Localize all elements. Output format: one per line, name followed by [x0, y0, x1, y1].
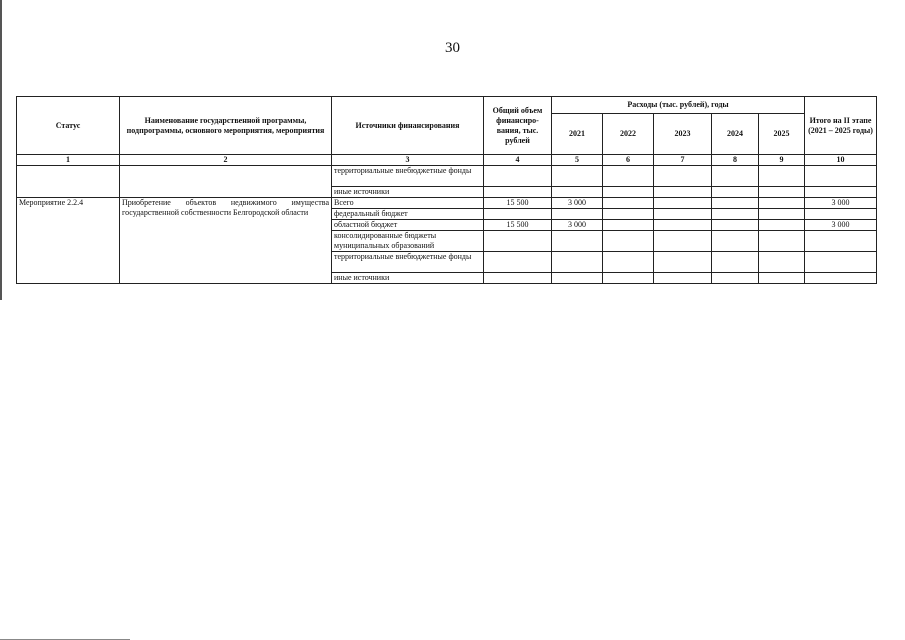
column-number: 8 — [712, 155, 759, 166]
cell-source: территориальные внебюджетные фонды — [332, 166, 484, 187]
cell-2025 — [759, 209, 805, 220]
cell-stage-total — [805, 231, 877, 252]
cell-2025 — [759, 220, 805, 231]
cell-2021: 3 000 — [552, 198, 603, 209]
cell-2023 — [654, 209, 712, 220]
cell-source: иные источники — [332, 273, 484, 284]
cell-2024 — [712, 231, 759, 252]
cell-2024 — [712, 198, 759, 209]
header-year-2024: 2024 — [712, 114, 759, 155]
header-name: Наименование государственной программы, подпрограммы, основного мероприятия, мероприятия — [120, 97, 332, 155]
header-sources: Источники финансирования — [332, 97, 484, 155]
cell-2022 — [603, 198, 654, 209]
cell-2021 — [552, 231, 603, 252]
column-number: 10 — [805, 155, 877, 166]
column-numbers-row — [17, 155, 877, 166]
column-number: 6 — [603, 155, 654, 166]
cell-source: иные источники — [332, 187, 484, 198]
cell-2025 — [759, 198, 805, 209]
cell-2022 — [603, 209, 654, 220]
header-year-2023: 2023 — [654, 114, 712, 155]
cell-measure-status: Мероприятие 2.2.4 — [17, 198, 120, 284]
cell-2022 — [603, 273, 654, 284]
column-number: 5 — [552, 155, 603, 166]
cell-source: консолидированные бюджеты муниципальных образований — [332, 231, 484, 252]
column-number: 3 — [332, 155, 484, 166]
column-number: 1 — [17, 155, 120, 166]
cell-2021 — [552, 273, 603, 284]
header-expenses: Расходы (тыс. рублей), годы — [552, 97, 805, 114]
cell-2025 — [759, 273, 805, 284]
cell-2022 — [603, 220, 654, 231]
cell-2022 — [603, 252, 654, 273]
cell-total: 15 500 — [484, 198, 552, 209]
header-year-2021: 2021 — [552, 114, 603, 155]
cell-source: федеральный бюджет — [332, 209, 484, 220]
cell-2024 — [712, 209, 759, 220]
column-number: 7 — [654, 155, 712, 166]
cell-source: территориальные внебюджетные фонды — [332, 252, 484, 273]
cell-2021 — [552, 209, 603, 220]
cell-stage-total — [805, 273, 877, 284]
cell-total — [484, 252, 552, 273]
cell-2025 — [759, 252, 805, 273]
cell-2022 — [603, 231, 654, 252]
table-row — [17, 166, 877, 187]
cell-2024 — [712, 252, 759, 273]
cell-2024 — [712, 220, 759, 231]
cell-2023 — [654, 198, 712, 209]
cell-2023 — [654, 220, 712, 231]
cell-source: областной бюджет — [332, 220, 484, 231]
cell-name-empty — [120, 166, 332, 198]
cell-measure-name: Приобретение объектов недвижимого имущества государственной собственности Белгородской области — [120, 198, 332, 284]
header-year-2025: 2025 — [759, 114, 805, 155]
cell-total — [484, 273, 552, 284]
cell-source: Всего — [332, 198, 484, 209]
cell-2021 — [552, 252, 603, 273]
cell-2024 — [712, 273, 759, 284]
column-number: 2 — [120, 155, 332, 166]
header-status: Статус — [17, 97, 120, 155]
cell-2025 — [759, 231, 805, 252]
column-number: 9 — [759, 155, 805, 166]
cell-2023 — [654, 252, 712, 273]
cell-total: 15 500 — [484, 220, 552, 231]
cell-stage-total — [805, 252, 877, 273]
header-year-2022: 2022 — [603, 114, 654, 155]
column-number: 4 — [484, 155, 552, 166]
cell-total — [484, 209, 552, 220]
cell-stage-total — [805, 209, 877, 220]
cell-status-empty — [17, 166, 120, 198]
cell-2021: 3 000 — [552, 220, 603, 231]
page-number: 30 — [445, 40, 460, 56]
cell-stage-total: 3 000 — [805, 198, 877, 209]
header-stage-total: Итого на II этапе (2021 – 2025 годы) — [805, 97, 877, 155]
header-total: Общий объем финансиро-вания, тыс. рублей — [484, 97, 552, 155]
table-row — [17, 198, 877, 209]
cell-2023 — [654, 231, 712, 252]
financing-table — [16, 96, 877, 284]
cell-stage-total: 3 000 — [805, 220, 877, 231]
cell-total — [484, 231, 552, 252]
cell-2023 — [654, 273, 712, 284]
